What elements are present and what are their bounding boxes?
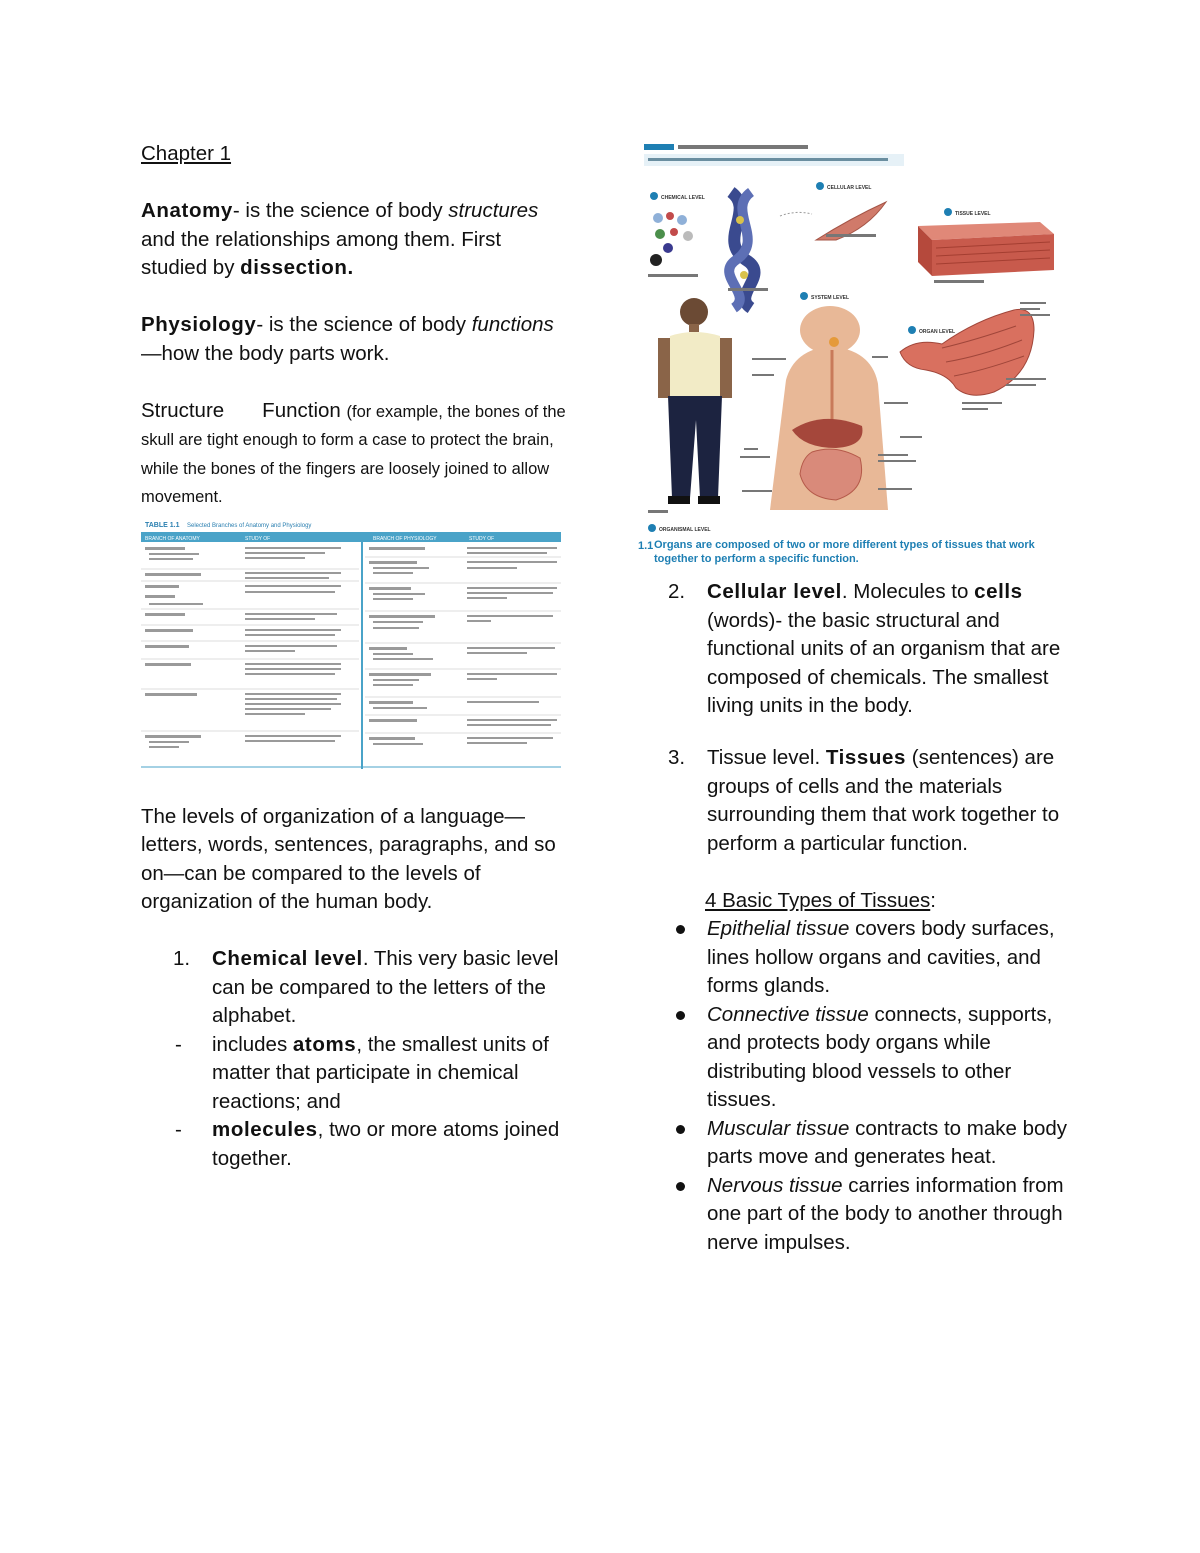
tissue-level-label: TISSUE LEVEL: [955, 211, 991, 217]
anatomy-physiology-table-image: [141, 519, 561, 769]
bullet-icon: [676, 1011, 685, 1020]
anatomy-text: - is the science of body: [232, 199, 449, 222]
left-column: [141, 140, 569, 1173]
molecules-term: molecules: [212, 1118, 318, 1141]
figure-caption: Organs are composed of two or more different types of tissues that work together to perform a specific function.: [654, 539, 1035, 565]
cellular-level-label: CELLULAR LEVEL: [827, 185, 872, 191]
tissue-level-text-a: Tissue level.: [707, 746, 826, 769]
atoms-text-b: , the smallest units of matter that participate in chemical reactions; and: [212, 1032, 549, 1113]
chemical-level-term: Chemical level: [212, 947, 363, 970]
bullet-icon: [676, 1125, 685, 1134]
function-word: Function: [262, 398, 341, 422]
chemical-level-label: CHEMICAL LEVEL: [661, 195, 705, 201]
table-header-3: BRANCH OF PHYSIOLOGY: [373, 535, 437, 542]
tissue-level-text-b: (sentences) are groups of cells and the materials surrounding them that work together to perform a particular function.: [707, 746, 1060, 855]
dash-item-atoms: [141, 1031, 569, 1117]
list-item: [636, 915, 1068, 1001]
anatomy-text-b: and the relationships among them. First studied by: [141, 227, 502, 279]
list-item-cellular-level: [636, 578, 1068, 721]
list-item-tissue-level: [636, 744, 1068, 858]
atoms-text-a: includes: [212, 1032, 293, 1056]
example-text: (for example, the bones of the skull are tight enough to form a case to protect the brain, while the bones of the fingers are loosely joined to allow movement.: [141, 402, 566, 506]
tissue-description: connects, supports, and protects body organs while distributing blood vessels to other tissues.: [707, 1002, 1053, 1111]
chapter-title: Chapter 1: [141, 142, 232, 165]
tissue-name: Epithelial tissue: [707, 917, 850, 940]
system-level-label: SYSTEM LEVEL: [811, 295, 850, 301]
cellular-level-text-b: (words)- the basic structural and functional units of an organism that are composed of chemicals. The smallest living units in the body.: [707, 608, 1061, 717]
chemical-level-text: . This very basic level can be compared to the letters of the alphabet.: [212, 947, 559, 1027]
molecules-text: , two or more atoms joined together.: [212, 1118, 560, 1170]
chapter-heading: [141, 140, 569, 169]
bullet-icon: [676, 1182, 685, 1191]
anatomy-structures: structures: [448, 199, 539, 222]
right-column-lower: [636, 744, 1068, 1257]
muscle-tissue-icon: [918, 222, 1054, 276]
tissue-types-heading-text: 4 Basic Types of Tissues: [705, 888, 931, 912]
dash-item-molecules: [141, 1116, 569, 1173]
tissue-types-colon: :: [930, 888, 936, 912]
structure-function-paragraph: [141, 397, 569, 511]
physiology-paragraph: [141, 311, 569, 368]
table-header-4: STUDY OF: [469, 535, 495, 542]
list-item: [636, 1115, 1068, 1172]
table-header-2: STUDY OF: [245, 535, 271, 542]
dash-marker: -: [175, 1032, 182, 1056]
levels-of-organization-figure: [636, 130, 1068, 576]
tissue-description: carries information from one part of the body to another through nerve impulses.: [707, 1173, 1064, 1254]
list-item-chemical-level: [141, 945, 569, 1031]
tissue-types-list: [636, 915, 1068, 1257]
organismal-level-label: ORGANISMAL LEVEL: [659, 527, 711, 533]
list-item: [636, 1172, 1068, 1258]
list-number: 3.: [668, 746, 686, 769]
list-number: 2.: [668, 580, 686, 603]
physiology-functions: functions: [471, 313, 554, 336]
table-caption: Selected Branches of Anatomy and Physiology: [187, 522, 312, 529]
table-caption-num: TABLE 1.1: [145, 521, 180, 529]
anatomy-paragraph: [141, 197, 569, 283]
bullet-icon: [676, 925, 685, 934]
levels-intro: The levels of organization of a language—letters, words, sentences, paragraphs, and so on—can be compared to the levels of organization of the human body.: [141, 804, 556, 913]
physiology-text: - is the science of body: [256, 313, 472, 336]
cells-term: cells: [974, 580, 1023, 603]
dash-marker: -: [175, 1118, 182, 1141]
physiology-term: Physiology: [141, 313, 257, 336]
tissue-name: Nervous tissue: [707, 1173, 843, 1197]
tissue-name: Muscular tissue: [707, 1116, 850, 1140]
figure-caption-num: 1.1: [638, 540, 654, 552]
tissue-description: covers body surfaces, lines hollow organs and cavities, and forms glands.: [707, 917, 1055, 997]
organ-level-label: ORGAN LEVEL: [919, 329, 956, 335]
list-number: 1.: [173, 947, 191, 970]
right-column: [636, 130, 1068, 721]
dissection-term: dissection.: [240, 256, 354, 279]
structure-word: Structure: [141, 398, 225, 422]
cellular-level-term: Cellular level: [707, 580, 842, 603]
list-item: [636, 1001, 1068, 1115]
tissue-description: contracts to make body parts move and generates heat.: [707, 1116, 1068, 1168]
physiology-text-b: —how the body parts work.: [141, 341, 390, 365]
table-header-1: BRANCH OF ANATOMY: [145, 535, 200, 542]
tissues-term: Tissues: [825, 746, 907, 769]
tissue-name: Connective tissue: [707, 1002, 869, 1026]
tissue-types-heading: [636, 887, 1068, 916]
cellular-level-text-a: . Molecules to: [841, 580, 975, 603]
atoms-term: atoms: [292, 1032, 357, 1056]
anatomy-term: Anatomy: [141, 199, 233, 222]
